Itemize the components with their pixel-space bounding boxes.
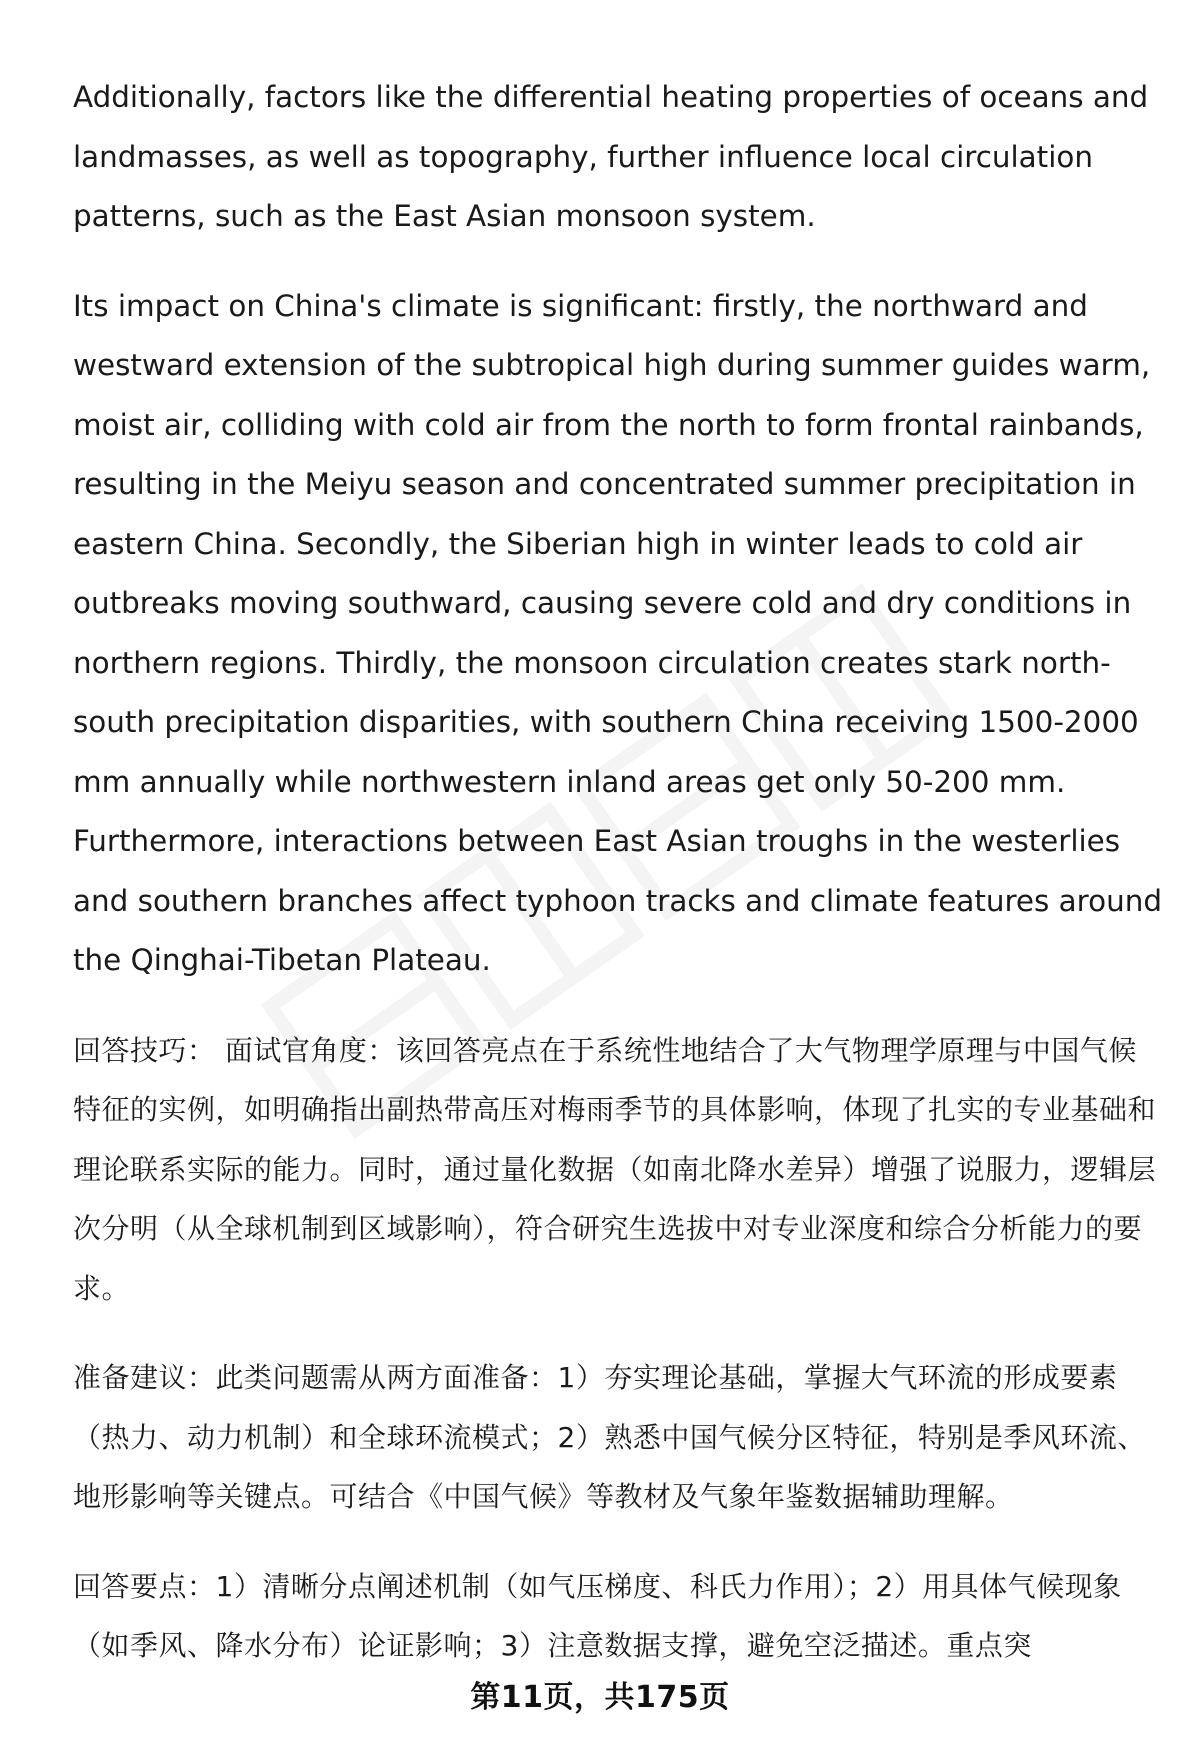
paragraph-answer-tips: 回答技巧： 面试官角度：该回答亮点在于系统性地结合了大气物理学原理与中国气候特征的实例，如明确指出副热带高压对梅雨季节的具体影响，体现了扎实的专业基础和理论联系实际的能力。同时，通过量化数据（如南北降水差异）增强了说服力，逻辑层次分明（从全球机制到区域影响），符合研究生选拔中对专业深度和综合分析能力的要求。 [73,1033,1157,1305]
paragraph-additional-factors: Additionally, factors like the differential heating properties of oceans and landmasses, as well as topography, further influence local circulation patterns, such as the East Asian monsoon system. [73,80,1149,233]
page-number: 第11页，共175页 [470,1680,730,1715]
paragraph-answer-key-points: 回答要点：1）清晰分点阐述机制（如气压梯度、科氏力作用）；2）用具体气候现象（如季风、降水分布）论证影响；3）注意数据支撑，避免空泛描述。重点突 [73,1569,1122,1662]
paragraph-climate-impact: Its impact on China's climate is significant: firstly, the northward and westward extension of the subtropical high during summer guides warm, moist air, colliding with cold air from the north to form frontal rainbands, resulting in the Meiyu season and concentrated summer precipitation in eastern China. Secondly, the Siberian high in winter leads to cold air outbreaks moving southward, causing severe cold and dry conditions in northern regions. Thirdly, the monsoon circulation creates stark north-south precipitation disparities, with southern China receiving 1500-2000 mm annually while northwestern inland areas get only 50-200 mm. Furthermore, interactions between East Asian troughs in the westerlies and southern branches affect typhoon tracks and climate features around the Qinghai-Tibetan Plateau. [73,288,1163,977]
paragraph-preparation-advice: 准备建议：此类问题需从两方面准备：1）夯实理论基础，掌握大气环流的形成要素（热力、动力机制）和全球环流模式；2）熟悉中国气候分区特征，特别是季风环流、地形影响等关键点。可结合《中国气候》等教材及气象年鉴数据辅助理解。 [73,1361,1146,1513]
document-body [73,68,1163,1706]
